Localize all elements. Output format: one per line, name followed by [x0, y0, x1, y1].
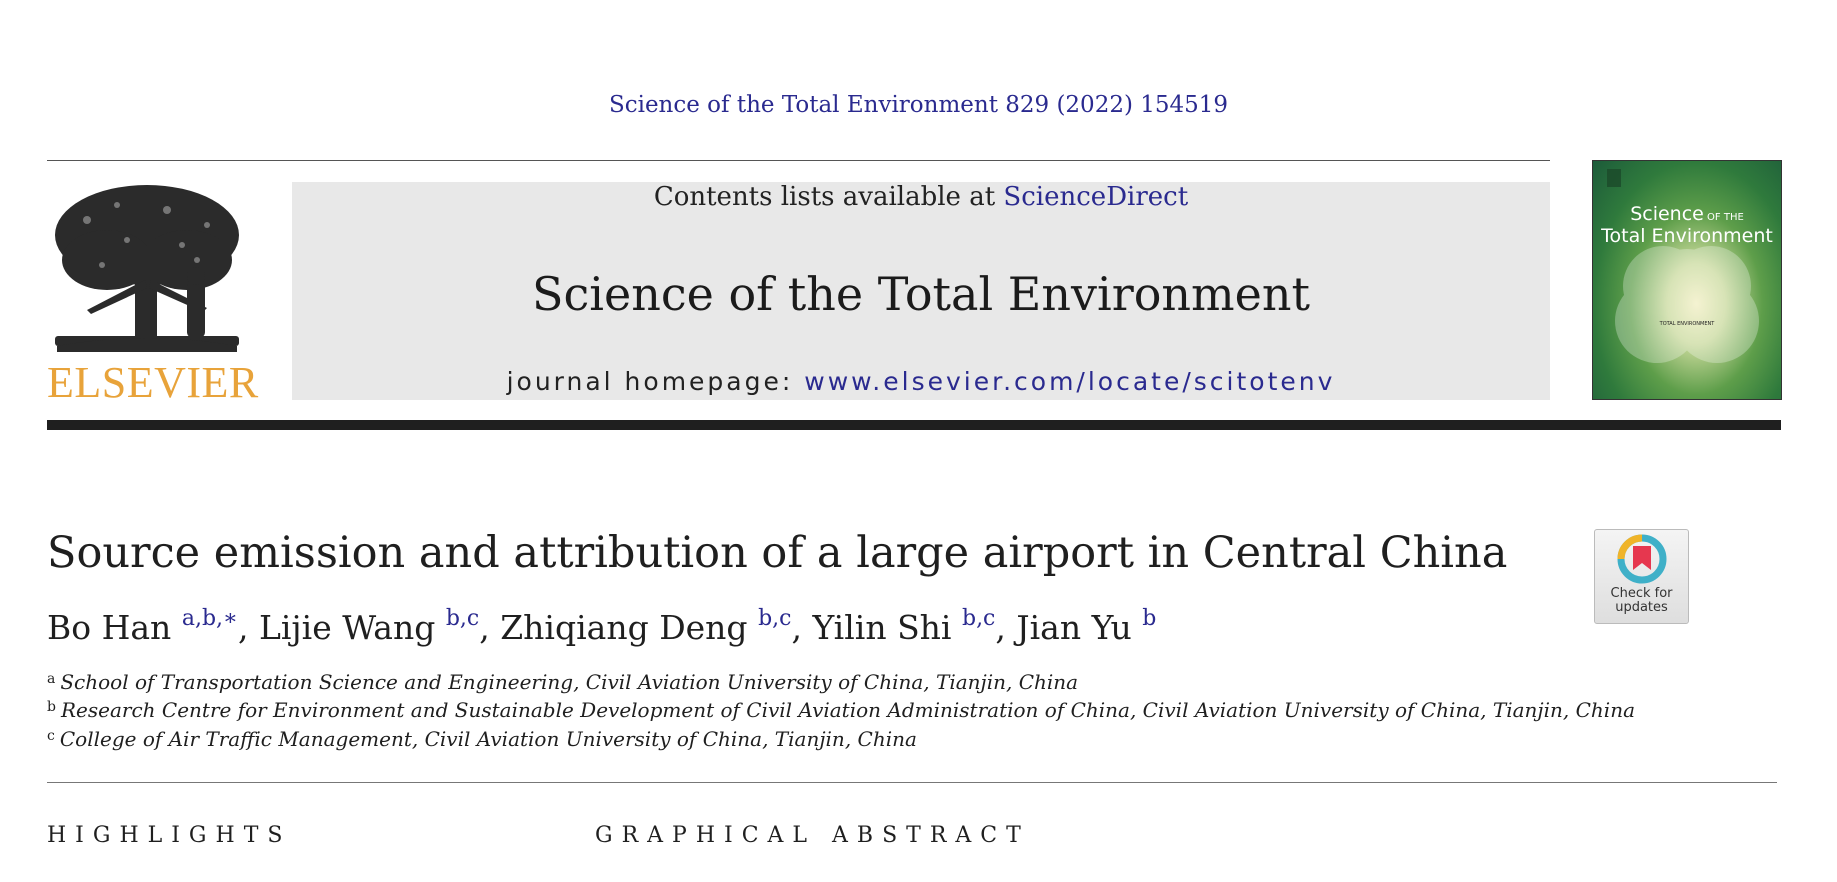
author[interactable]: Lijie Wang $^{b,c}$ — [258, 606, 480, 647]
homepage-link[interactable]: www.elsevier.com/locate/scitotenv — [804, 367, 1336, 396]
author-list: Bo Han $^{a,b,∗}$, Lijie Wang $^{b,c}$, Zhiqiang Deng $^{b,c}$, Yilin Shi $^{b,c}$, Jian Yu $^b$ — [47, 606, 1157, 647]
homepage-prefix: journal homepage: — [506, 367, 805, 396]
cover-title — [1593, 205, 1781, 246]
journal-name: Science of the Total Environment — [532, 267, 1310, 321]
author[interactable]: Bo Han $^{a,b,∗}$ — [47, 606, 238, 647]
elsevier-wordmark: ELSEVIER — [47, 358, 259, 407]
author[interactable]: Zhiqiang Deng $^{b,c}$ — [500, 606, 792, 647]
highlights-heading: HIGHLIGHTS — [47, 823, 292, 848]
header-rule — [47, 160, 1550, 161]
affiliation-text: School of Transportation Science and Engineering, Civil Aviation University of China, Tianjin, China — [60, 670, 1079, 694]
author-affiliation-marks[interactable]: b,c — [445, 606, 480, 631]
affiliation-text: College of Air Traffic Management, Civil Aviation University of China, Tianjin, China — [59, 727, 917, 751]
author-affiliation-marks[interactable]: b — [1142, 606, 1157, 631]
graphical-abstract-heading: GRAPHICAL ABSTRACT — [595, 823, 1030, 848]
journal-citation[interactable] — [0, 92, 1837, 118]
author-affiliation-marks[interactable]: b,c — [758, 606, 792, 631]
header-thick-rule — [47, 420, 1781, 430]
homepage-line — [292, 367, 1550, 396]
cover-title-line2: Total Environment — [1601, 225, 1773, 247]
author-affiliation-marks[interactable]: b,c — [961, 606, 996, 631]
cover-title-small: OF THE — [1703, 212, 1744, 223]
affiliation-mark: a — [47, 671, 56, 687]
affiliation-mark: c — [47, 728, 55, 744]
citation-link[interactable]: Science of the Total Environment 829 (2022) 154519 — [608, 92, 1229, 118]
affiliation — [47, 727, 917, 751]
affiliation — [47, 670, 1078, 694]
author-affiliation-marks[interactable]: a,b,∗ — [181, 606, 238, 631]
author[interactable]: Jian Yu $^b$ — [1016, 606, 1157, 647]
cover-title-line1: Science — [1630, 203, 1704, 225]
cover-venn-graphic — [1593, 161, 1781, 399]
affiliation — [47, 698, 1635, 722]
check-for-updates-button[interactable] — [1594, 529, 1689, 624]
elsevier-tree-icon — [47, 180, 247, 360]
affiliation-mark: b — [47, 699, 56, 715]
sciencedirect-link[interactable]: ScienceDirect — [1003, 182, 1189, 212]
check-for-updates-label: Check for updates — [1610, 586, 1673, 615]
bookmark-icon — [1617, 534, 1667, 584]
journal-banner — [292, 182, 1550, 400]
contents-line — [292, 182, 1550, 212]
article-title: Source emission and attribution of a large airport in Central China — [47, 528, 1508, 578]
affiliation-text: Research Centre for Environment and Sustainable Development of Civil Aviation Administration of China, Civil Aviation University of China, Tianjin, China — [60, 698, 1635, 722]
journal-cover[interactable] — [1592, 160, 1782, 400]
contents-prefix: Contents lists available at — [653, 182, 1004, 212]
author[interactable]: Yilin Shi $^{b,c}$ — [812, 606, 996, 647]
cover-center-text: TOTAL ENVIRONMENT — [1659, 321, 1715, 327]
section-rule — [47, 782, 1777, 783]
